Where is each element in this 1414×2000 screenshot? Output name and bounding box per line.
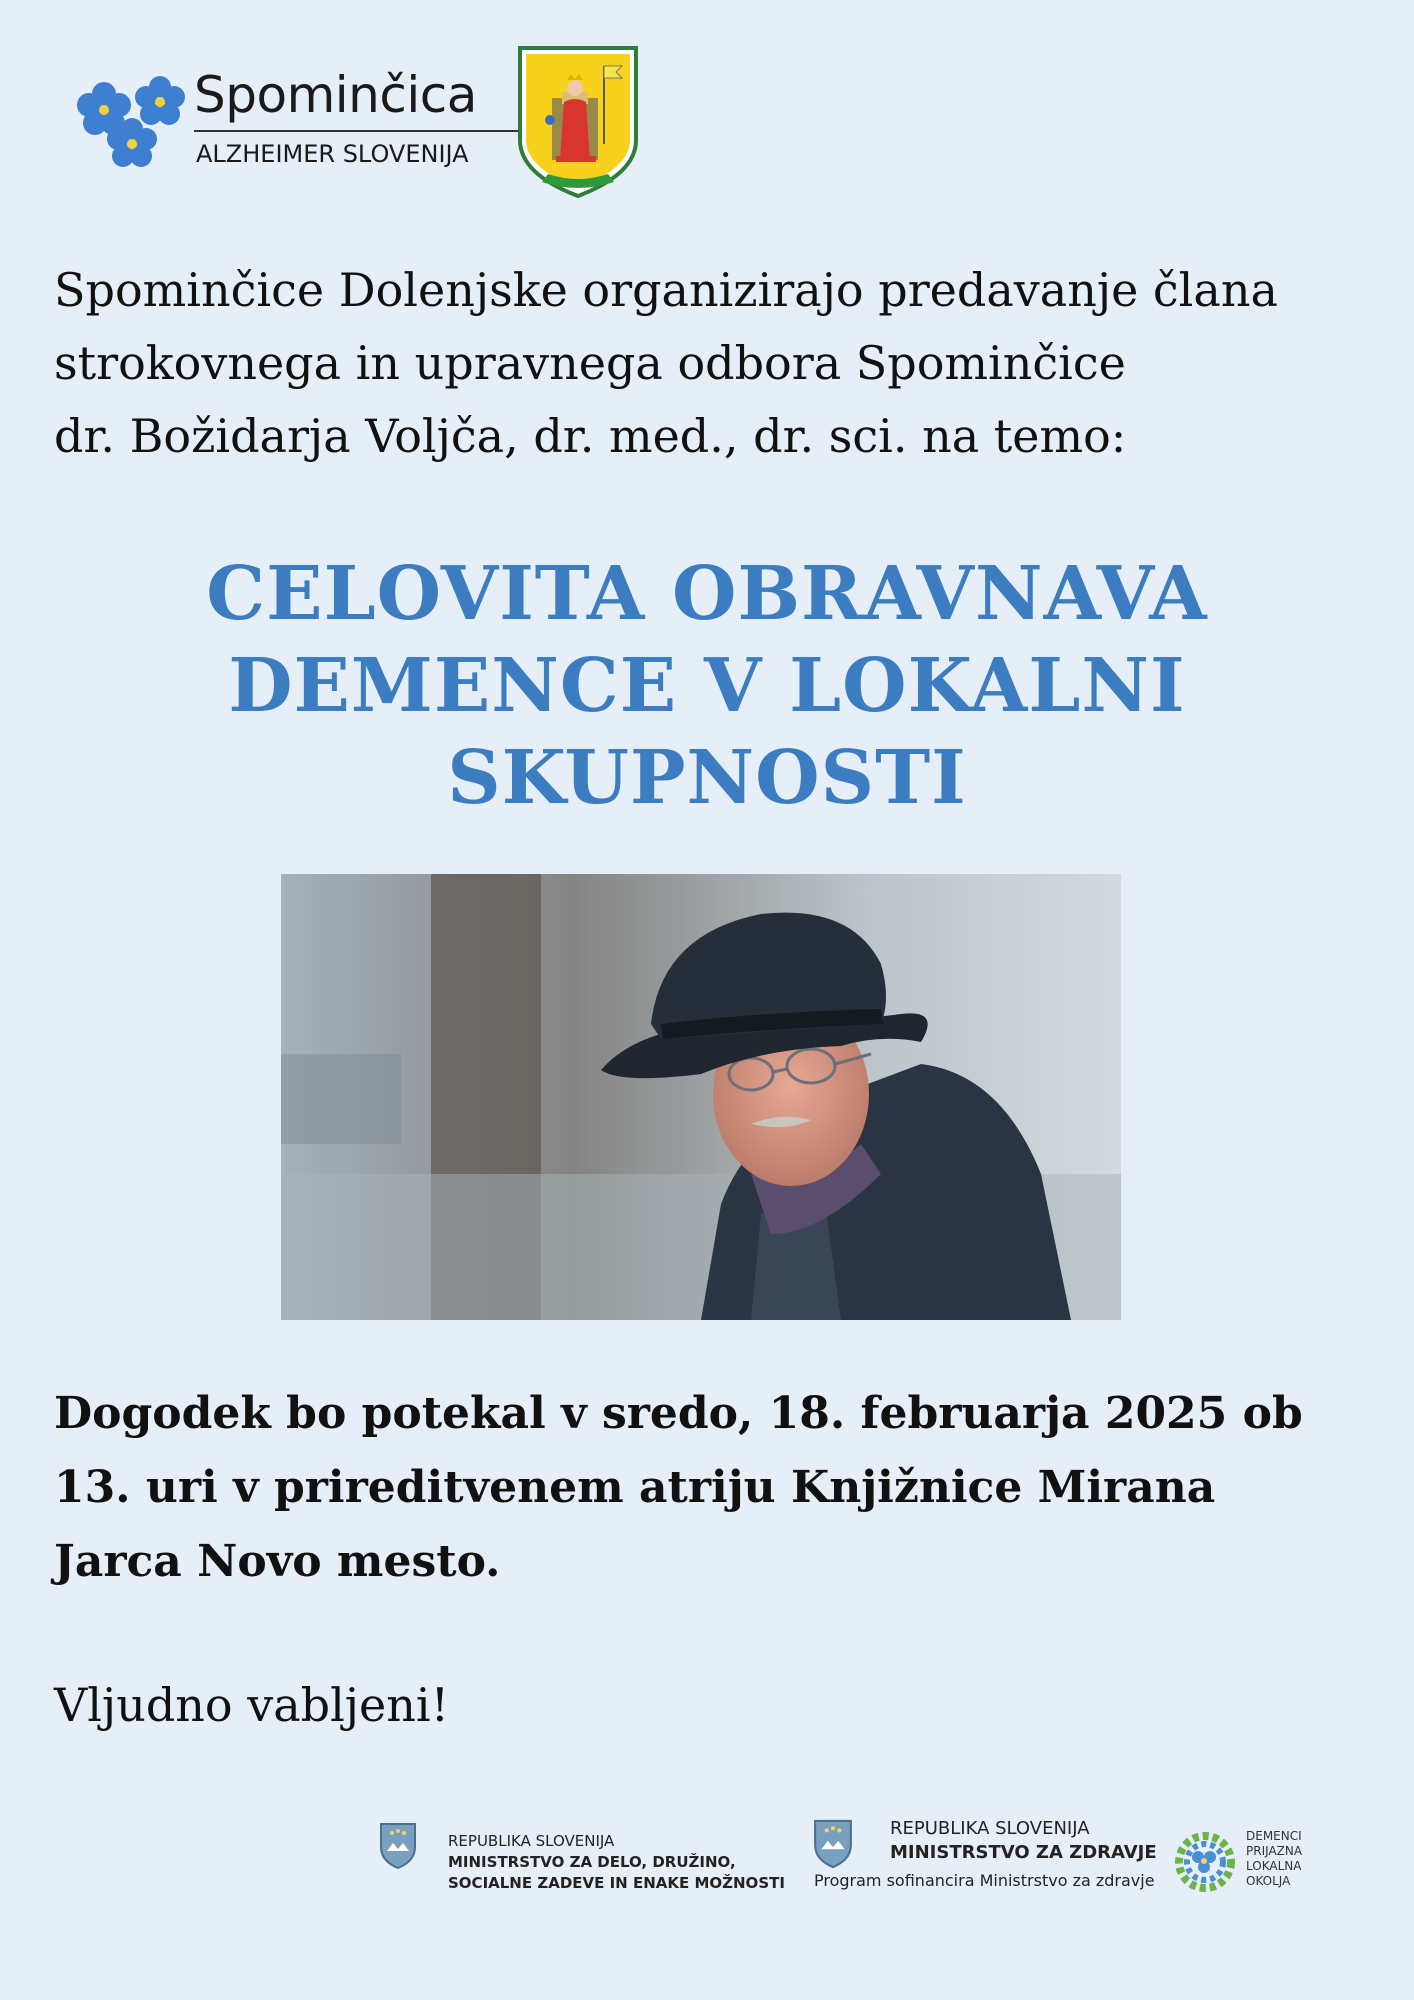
sponsor-footer xyxy=(0,1815,1414,1915)
org-subtitle: ALZHEIMER SLOVENIJA xyxy=(196,140,469,168)
coat-of-arms-icon xyxy=(516,44,640,200)
intro-line: Spominčice Dolenjske organizirajo predavanje člana xyxy=(54,263,1278,317)
intro-line: strokovnega in upravnega odbora Spominčice xyxy=(54,336,1126,390)
slovenia-shield-icon xyxy=(378,1821,418,1871)
logo-divider xyxy=(194,130,546,132)
invitation-text: Vljudno vabljeni! xyxy=(54,1678,450,1732)
logo-text-line: PRIJAZNA xyxy=(1246,1844,1303,1858)
slovenia-shield-icon xyxy=(812,1817,854,1871)
ministry-health-logo xyxy=(812,1817,1157,1890)
title-line: DEMENCE V LOKALNI xyxy=(228,643,1186,729)
title-line: SKUPNOSTI xyxy=(447,735,967,821)
logo-text-line: DEMENCI xyxy=(1246,1829,1302,1843)
speaker-photo xyxy=(281,874,1121,1320)
logo-text-line: LOKALNA xyxy=(1246,1859,1302,1873)
intro-paragraph xyxy=(54,254,1374,473)
lecture-title xyxy=(0,548,1414,824)
ministry-name: MINISTRSTVO ZA DELO, DRUŽINO, xyxy=(448,1853,736,1871)
ministry-country: REPUBLIKA SLOVENIJA xyxy=(890,1818,1090,1839)
ministry-name: MINISTRSTVO ZA ZDRAVJE xyxy=(890,1842,1157,1863)
intro-line: dr. Božidarja Voljča, dr. med., dr. sci. na temo: xyxy=(54,409,1127,463)
spomincica-logo xyxy=(66,60,486,180)
event-details xyxy=(54,1377,1384,1599)
event-line: 13. uri v prireditvenem atriju Knjižnice Mirana xyxy=(54,1462,1216,1513)
forget-me-not-icon xyxy=(66,68,196,178)
ministry-labour-logo xyxy=(378,1821,785,1892)
org-name: Spominčica xyxy=(194,66,477,124)
ministry-name: SOCIALNE ZADEVE IN ENAKE MOŽNOSTI xyxy=(448,1874,785,1892)
event-line: Jarca Novo mesto. xyxy=(54,1536,501,1587)
logo-text-line: OKOLJA xyxy=(1246,1874,1291,1888)
funding-note: Program sofinancira Ministrstvo za zdravje xyxy=(814,1871,1155,1890)
title-line: CELOVITA OBRAVNAVA xyxy=(206,551,1208,637)
event-line: Dogodek bo potekal v sredo, 18. februarja 2025 ob xyxy=(54,1388,1303,1439)
dementia-friendly-wreath-icon xyxy=(1170,1827,1240,1897)
dementia-friendly-logo xyxy=(1170,1827,1303,1901)
ministry-country: REPUBLIKA SLOVENIJA xyxy=(448,1832,615,1850)
